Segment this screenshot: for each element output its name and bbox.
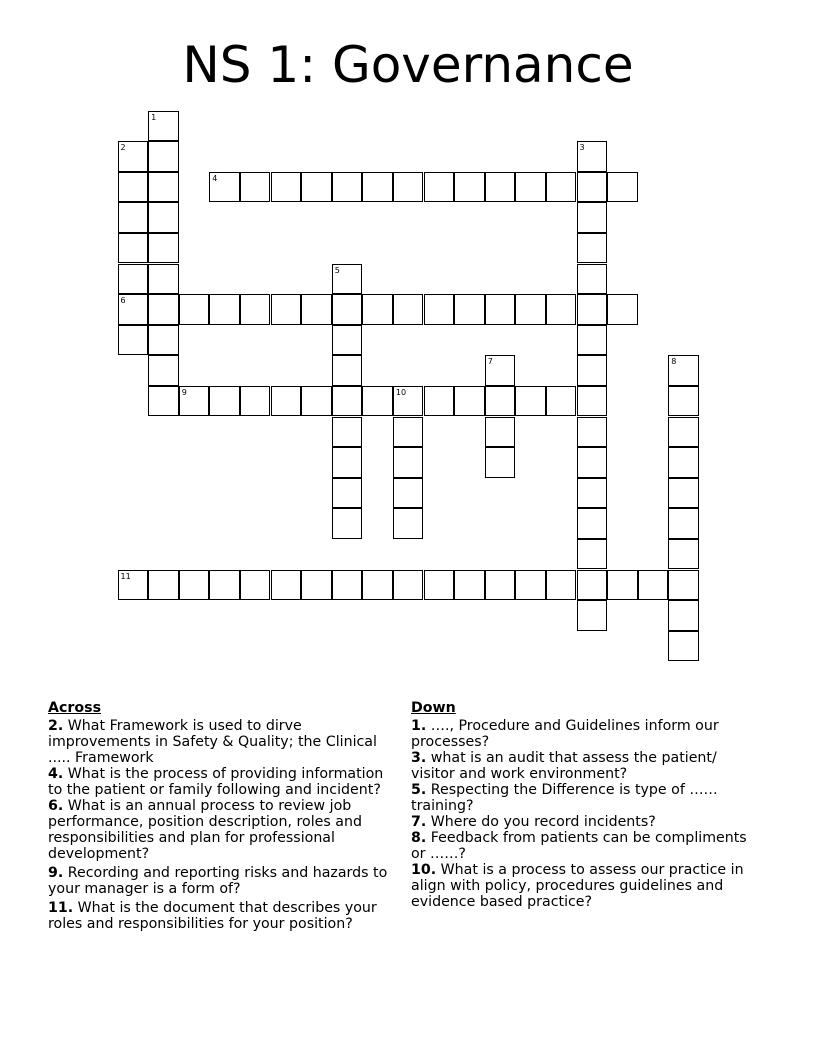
- clue-text: Where do you record incidents?: [430, 814, 656, 830]
- crossword-cell[interactable]: [393, 570, 424, 601]
- across-clue: [48, 865, 398, 897]
- crossword-cell[interactable]: [148, 202, 179, 233]
- clue-number: 3.: [411, 750, 427, 766]
- across-clue: [48, 900, 398, 932]
- crossword-cell[interactable]: [546, 570, 577, 601]
- crossword-cell[interactable]: [668, 355, 699, 386]
- crossword-cell[interactable]: [332, 325, 363, 356]
- crossword-cell[interactable]: [393, 417, 424, 448]
- crossword-cell[interactable]: [271, 570, 302, 601]
- crossword-cell[interactable]: [546, 294, 577, 325]
- crossword-cell[interactable]: [332, 355, 363, 386]
- page-title: NS 1: Governance: [182, 36, 634, 94]
- down-clue: [411, 750, 761, 782]
- crossword-cell[interactable]: [393, 294, 424, 325]
- clue-text: what is an audit that assess the patient/ visitor and work environment?: [411, 750, 717, 782]
- crossword-cell[interactable]: [332, 386, 363, 417]
- clue-number: 4.: [48, 766, 64, 782]
- crossword-cell[interactable]: [668, 447, 699, 478]
- crossword-cell[interactable]: [301, 172, 332, 203]
- crossword-cell[interactable]: [240, 570, 271, 601]
- clue-number: 7.: [411, 814, 427, 830]
- crossword-cell[interactable]: [209, 386, 240, 417]
- crossword-cell[interactable]: [393, 172, 424, 203]
- cell-number: 2: [120, 143, 126, 153]
- clue-text: What is an annual process to review job performance, position description, roles and responsibilities and plan for professional development?: [48, 798, 362, 862]
- crossword-cell[interactable]: [454, 386, 485, 417]
- crossword-cell[interactable]: [454, 570, 485, 601]
- down-clues: [411, 700, 761, 910]
- cell-number: 7: [487, 357, 493, 367]
- crossword-cell[interactable]: [393, 447, 424, 478]
- crossword-cell[interactable]: [362, 172, 393, 203]
- clue-text: What is the process of providing information to the patient or family following and incident?: [48, 766, 384, 798]
- crossword-cell[interactable]: [271, 294, 302, 325]
- crossword-cell[interactable]: [118, 233, 149, 264]
- crossword-cell[interactable]: [485, 294, 516, 325]
- clue-number: 9.: [48, 865, 64, 881]
- clue-text: …., Procedure and Guidelines inform our processes?: [411, 718, 719, 750]
- crossword-cell[interactable]: [362, 294, 393, 325]
- crossword-cell[interactable]: [179, 570, 210, 601]
- crossword-cell[interactable]: [546, 386, 577, 417]
- crossword-cell[interactable]: [668, 508, 699, 539]
- crossword-cell[interactable]: [577, 264, 608, 295]
- across-heading: Across: [48, 700, 102, 716]
- crossword-cell[interactable]: [393, 478, 424, 509]
- across-clues: [48, 700, 398, 932]
- crossword-cell[interactable]: [118, 141, 149, 172]
- crossword-cell[interactable]: [148, 294, 179, 325]
- crossword-cell[interactable]: [515, 294, 546, 325]
- crossword-cell[interactable]: [332, 264, 363, 295]
- crossword-cell[interactable]: [362, 386, 393, 417]
- across-clue-list: [48, 718, 398, 932]
- crossword-cell[interactable]: [148, 233, 179, 264]
- crossword-cell[interactable]: [668, 386, 699, 417]
- crossword-cell[interactable]: [668, 539, 699, 570]
- crossword-cell[interactable]: [577, 508, 608, 539]
- clue-number: 10.: [411, 862, 437, 878]
- crossword-cell[interactable]: [118, 570, 149, 601]
- clue-number: 6.: [48, 798, 64, 814]
- down-clue-list: [411, 718, 761, 910]
- clue-text: Recording and reporting risks and hazards to your manager is a form of?: [48, 865, 388, 897]
- crossword-cell[interactable]: [577, 600, 608, 631]
- crossword-cell[interactable]: [668, 570, 699, 601]
- crossword-cell[interactable]: [240, 386, 271, 417]
- crossword-cell[interactable]: [577, 417, 608, 448]
- cell-number: 5: [334, 265, 340, 275]
- crossword-cell[interactable]: [577, 447, 608, 478]
- crossword-cell[interactable]: [577, 570, 608, 601]
- clue-number: 2.: [48, 718, 64, 734]
- crossword-cell[interactable]: [577, 172, 608, 203]
- cell-number: 9: [181, 387, 187, 397]
- down-clue: [411, 782, 761, 814]
- clue-number: 1.: [411, 718, 427, 734]
- crossword-cell[interactable]: [301, 386, 332, 417]
- crossword-cell[interactable]: [332, 508, 363, 539]
- crossword-cell[interactable]: [485, 570, 516, 601]
- crossword-cell[interactable]: [332, 570, 363, 601]
- crossword-cell[interactable]: [485, 355, 516, 386]
- crossword-cell[interactable]: [424, 570, 455, 601]
- cell-number: 3: [579, 143, 585, 153]
- crossword-cell[interactable]: [301, 570, 332, 601]
- clue-text: Feedback from patients can be compliments or ……?: [411, 830, 747, 862]
- crossword-cell[interactable]: [148, 264, 179, 295]
- crossword-cell[interactable]: [668, 631, 699, 662]
- crossword-cell[interactable]: [515, 172, 546, 203]
- crossword-cell[interactable]: [118, 325, 149, 356]
- crossword-cell[interactable]: [271, 172, 302, 203]
- crossword-cell[interactable]: [148, 172, 179, 203]
- crossword-cell[interactable]: [332, 172, 363, 203]
- crossword-cell[interactable]: [577, 355, 608, 386]
- across-clue: [48, 766, 398, 798]
- crossword-cell[interactable]: [332, 478, 363, 509]
- crossword-cell[interactable]: [577, 233, 608, 264]
- down-clue: [411, 718, 761, 750]
- crossword-cell[interactable]: [485, 417, 516, 448]
- crossword-cell[interactable]: [454, 294, 485, 325]
- cell-number: 4: [212, 173, 218, 183]
- crossword-cell[interactable]: [454, 172, 485, 203]
- crossword-cell[interactable]: [148, 111, 179, 142]
- crossword-cell[interactable]: [148, 141, 179, 172]
- crossword-cell[interactable]: [607, 294, 638, 325]
- crossword-cell[interactable]: [515, 570, 546, 601]
- clue-number: 5.: [411, 782, 427, 798]
- clue-number: 8.: [411, 830, 427, 846]
- crossword-cell[interactable]: [485, 447, 516, 478]
- crossword-cell[interactable]: [668, 478, 699, 509]
- crossword-cell[interactable]: [118, 202, 149, 233]
- crossword-cell[interactable]: [607, 570, 638, 601]
- crossword-cell[interactable]: [118, 172, 149, 203]
- crossword-cell[interactable]: [668, 417, 699, 448]
- crossword-cell[interactable]: [424, 294, 455, 325]
- down-clue: [411, 862, 761, 910]
- crossword-cell[interactable]: [240, 172, 271, 203]
- crossword-cell[interactable]: [485, 172, 516, 203]
- crossword-cell[interactable]: [638, 570, 669, 601]
- clue-text: What is a process to assess our practice in align with policy, procedures guidelines and evidence based practice?: [411, 862, 744, 910]
- crossword-cell[interactable]: [546, 172, 577, 203]
- crossword-cell[interactable]: [240, 294, 271, 325]
- crossword-cell[interactable]: [577, 325, 608, 356]
- cell-number: 8: [671, 357, 677, 367]
- down-clue: [411, 830, 761, 862]
- crossword-cell[interactable]: [148, 386, 179, 417]
- crossword-cell[interactable]: [148, 355, 179, 386]
- crossword-cell[interactable]: [362, 570, 393, 601]
- crossword-cell[interactable]: [668, 600, 699, 631]
- crossword-cell[interactable]: [118, 264, 149, 295]
- cell-number: 6: [120, 296, 126, 306]
- cell-number: 11: [120, 571, 131, 581]
- crossword-cell[interactable]: [301, 294, 332, 325]
- crossword-cell[interactable]: [424, 172, 455, 203]
- crossword-cell[interactable]: [179, 386, 210, 417]
- crossword-cell[interactable]: [393, 386, 424, 417]
- across-clue: [48, 798, 398, 862]
- crossword-cell[interactable]: [577, 202, 608, 233]
- clue-text: What is the document that describes your roles and responsibilities for your position?: [48, 900, 377, 932]
- crossword-cell[interactable]: [209, 294, 240, 325]
- cell-number: 10: [395, 387, 407, 397]
- crossword-cell[interactable]: [118, 294, 149, 325]
- crossword-cell[interactable]: [577, 478, 608, 509]
- crossword-cell[interactable]: [577, 539, 608, 570]
- clue-text: What Framework is used to dirve improvements in Safety & Quality; the Clinical ..... Framework: [48, 718, 377, 766]
- clue-text: Respecting the Difference is type of …… training?: [411, 782, 718, 814]
- crossword-cell[interactable]: [271, 386, 302, 417]
- crossword-cell[interactable]: [393, 508, 424, 539]
- crossword-cell[interactable]: [577, 294, 608, 325]
- crossword-cell[interactable]: [577, 141, 608, 172]
- crossword-cell[interactable]: [148, 570, 179, 601]
- crossword-cell[interactable]: [577, 386, 608, 417]
- down-heading: Down: [411, 700, 456, 716]
- crossword-cell[interactable]: [332, 447, 363, 478]
- crossword-cell[interactable]: [148, 325, 179, 356]
- clue-number: 11.: [48, 900, 74, 916]
- down-clue: [411, 814, 761, 830]
- crossword-cell[interactable]: [332, 294, 363, 325]
- crossword-cell[interactable]: [209, 570, 240, 601]
- crossword-cell[interactable]: [424, 386, 455, 417]
- cell-number: 1: [151, 112, 157, 122]
- crossword-cell[interactable]: [485, 386, 516, 417]
- across-clue: [48, 718, 398, 766]
- crossword-cell[interactable]: [515, 386, 546, 417]
- crossword-cell[interactable]: [332, 417, 363, 448]
- crossword-cell[interactable]: [209, 172, 240, 203]
- crossword-cell[interactable]: [179, 294, 210, 325]
- crossword-cell[interactable]: [607, 172, 638, 203]
